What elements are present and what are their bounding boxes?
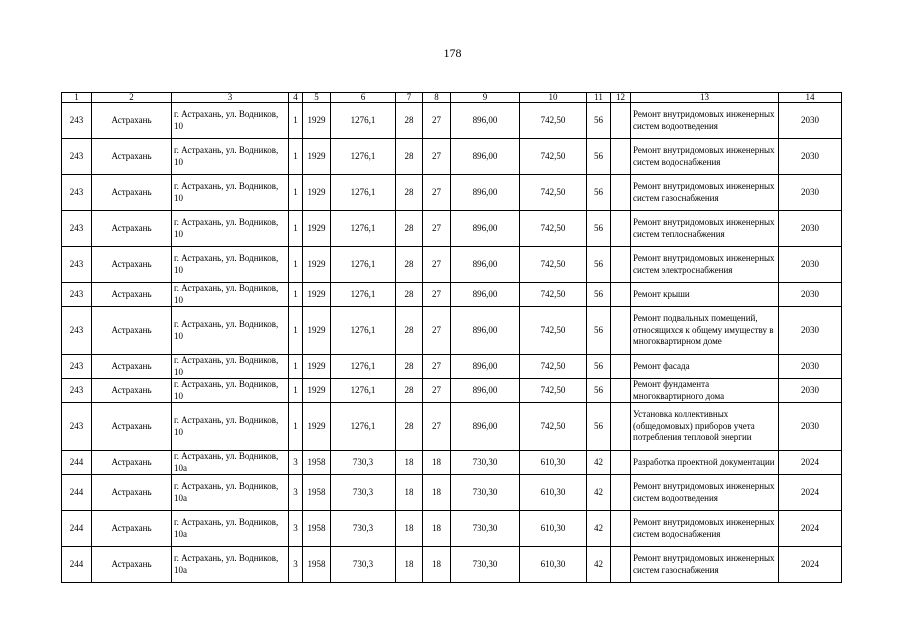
cell-col8: 27 — [423, 139, 451, 175]
cell-address: г. Астрахань, ул. Водников, 10 — [172, 307, 289, 355]
cell-col8: 18 — [423, 451, 451, 475]
cell-work-type: Ремонт внутридомовых инженерных систем газоснабжения — [631, 547, 779, 583]
cell-city: Астрахань — [92, 247, 172, 283]
column-header: 1 — [62, 93, 92, 103]
table-row — [62, 307, 842, 355]
cell-work-type: Ремонт внутридомовых инженерных систем водоснабжения — [631, 511, 779, 547]
cell-col12 — [611, 139, 631, 175]
cell-col8: 18 — [423, 511, 451, 547]
column-header: 6 — [331, 93, 396, 103]
cell-col11: 56 — [587, 403, 611, 451]
column-header: 9 — [451, 93, 520, 103]
cell-address: г. Астрахань, ул. Водников, 10 — [172, 175, 289, 211]
cell-col11: 56 — [587, 211, 611, 247]
cell-col10: 742,50 — [520, 211, 587, 247]
cell-area: 730,3 — [331, 547, 396, 583]
cell-city: Астрахань — [92, 403, 172, 451]
cell-col9: 896,00 — [451, 283, 520, 307]
cell-work-type: Ремонт внутридомовых инженерных систем газоснабжения — [631, 175, 779, 211]
register-table — [61, 92, 842, 583]
cell-area: 1276,1 — [331, 379, 396, 403]
cell-col10: 742,50 — [520, 379, 587, 403]
cell-col4: 1 — [289, 211, 303, 247]
cell-col7: 18 — [396, 547, 423, 583]
column-header: 14 — [779, 93, 842, 103]
cell-col11: 56 — [587, 103, 611, 139]
cell-col8: 18 — [423, 475, 451, 511]
cell-col12 — [611, 403, 631, 451]
column-header: 3 — [172, 93, 289, 103]
cell-col10: 742,50 — [520, 247, 587, 283]
cell-col12 — [611, 547, 631, 583]
cell-area: 1276,1 — [331, 403, 396, 451]
cell-city: Астрахань — [92, 283, 172, 307]
cell-address: г. Астрахань, ул. Водников, 10 — [172, 355, 289, 379]
cell-col4: 1 — [289, 379, 303, 403]
cell-col7: 28 — [396, 247, 423, 283]
cell-city: Астрахань — [92, 379, 172, 403]
cell-work-type: Установка коллективных (общедомовых) приборов учета потребления тепловой энергии — [631, 403, 779, 451]
cell-year: 1929 — [303, 307, 331, 355]
cell-city: Астрахань — [92, 355, 172, 379]
cell-col8: 27 — [423, 103, 451, 139]
cell-area: 1276,1 — [331, 103, 396, 139]
cell-year: 1929 — [303, 139, 331, 175]
cell-work-type: Ремонт крыши — [631, 283, 779, 307]
cell-col10: 610,30 — [520, 511, 587, 547]
cell-col12 — [611, 103, 631, 139]
cell-col11: 56 — [587, 247, 611, 283]
cell-col10: 610,30 — [520, 547, 587, 583]
table-row — [62, 379, 842, 403]
cell-col7: 28 — [396, 283, 423, 307]
table-row — [62, 403, 842, 451]
column-header: 12 — [611, 93, 631, 103]
cell-col7: 28 — [396, 175, 423, 211]
cell-col12 — [611, 211, 631, 247]
cell-number: 243 — [62, 139, 92, 175]
cell-work-type: Ремонт внутридомовых инженерных систем электроснабжения — [631, 247, 779, 283]
cell-address: г. Астрахань, ул. Водников, 10 — [172, 379, 289, 403]
cell-col11: 42 — [587, 451, 611, 475]
cell-col10: 742,50 — [520, 103, 587, 139]
cell-col4: 3 — [289, 451, 303, 475]
cell-address: г. Астрахань, ул. Водников, 10 — [172, 403, 289, 451]
table-row — [62, 103, 842, 139]
cell-year: 1958 — [303, 475, 331, 511]
cell-deadline: 2030 — [779, 211, 842, 247]
cell-col9: 730,30 — [451, 547, 520, 583]
cell-deadline: 2030 — [779, 175, 842, 211]
cell-col8: 18 — [423, 547, 451, 583]
cell-address: г. Астрахань, ул. Водников, 10 — [172, 211, 289, 247]
cell-col11: 56 — [587, 175, 611, 211]
cell-col12 — [611, 307, 631, 355]
cell-number: 243 — [62, 103, 92, 139]
table-row — [62, 547, 842, 583]
cell-col8: 27 — [423, 283, 451, 307]
cell-col4: 1 — [289, 403, 303, 451]
cell-col8: 27 — [423, 379, 451, 403]
cell-col11: 42 — [587, 511, 611, 547]
cell-city: Астрахань — [92, 475, 172, 511]
cell-area: 730,3 — [331, 511, 396, 547]
column-header: 13 — [631, 93, 779, 103]
cell-city: Астрахань — [92, 451, 172, 475]
cell-col11: 42 — [587, 475, 611, 511]
cell-col7: 18 — [396, 451, 423, 475]
cell-deadline: 2024 — [779, 451, 842, 475]
cell-col11: 56 — [587, 139, 611, 175]
cell-col4: 3 — [289, 547, 303, 583]
cell-col12 — [611, 283, 631, 307]
cell-area: 1276,1 — [331, 283, 396, 307]
table-row — [62, 139, 842, 175]
cell-deadline: 2030 — [779, 379, 842, 403]
cell-city: Астрахань — [92, 307, 172, 355]
cell-number: 243 — [62, 247, 92, 283]
cell-year: 1929 — [303, 283, 331, 307]
cell-work-type: Ремонт внутридомовых инженерных систем водоснабжения — [631, 139, 779, 175]
cell-col4: 1 — [289, 355, 303, 379]
cell-area: 1276,1 — [331, 139, 396, 175]
cell-col7: 28 — [396, 103, 423, 139]
cell-deadline: 2030 — [779, 355, 842, 379]
table-row — [62, 211, 842, 247]
cell-col10: 742,50 — [520, 283, 587, 307]
cell-number: 243 — [62, 379, 92, 403]
cell-col9: 896,00 — [451, 379, 520, 403]
cell-col9: 896,00 — [451, 211, 520, 247]
cell-address: г. Астрахань, ул. Водников, 10 — [172, 283, 289, 307]
cell-city: Астрахань — [92, 175, 172, 211]
cell-col8: 27 — [423, 403, 451, 451]
cell-address: г. Астрахань, ул. Водников, 10 — [172, 247, 289, 283]
cell-col7: 28 — [396, 379, 423, 403]
cell-number: 244 — [62, 547, 92, 583]
cell-col9: 896,00 — [451, 103, 520, 139]
cell-year: 1929 — [303, 211, 331, 247]
cell-area: 1276,1 — [331, 175, 396, 211]
cell-col12 — [611, 247, 631, 283]
cell-number: 243 — [62, 175, 92, 211]
cell-col9: 896,00 — [451, 175, 520, 211]
cell-col7: 28 — [396, 403, 423, 451]
table-body — [62, 93, 842, 583]
cell-work-type: Ремонт подвальных помещений, относящихся к общему имуществу в многоквартирном доме — [631, 307, 779, 355]
cell-number: 243 — [62, 355, 92, 379]
column-header: 8 — [423, 93, 451, 103]
cell-number: 244 — [62, 511, 92, 547]
cell-work-type: Ремонт внутридомовых инженерных систем теплоснабжения — [631, 211, 779, 247]
cell-area: 1276,1 — [331, 247, 396, 283]
cell-col4: 1 — [289, 175, 303, 211]
cell-col10: 742,50 — [520, 139, 587, 175]
cell-col4: 1 — [289, 139, 303, 175]
cell-number: 243 — [62, 307, 92, 355]
cell-col7: 28 — [396, 211, 423, 247]
cell-area: 730,3 — [331, 475, 396, 511]
cell-address: г. Астрахань, ул. Водников, 10а — [172, 511, 289, 547]
cell-city: Астрахань — [92, 211, 172, 247]
cell-col12 — [611, 511, 631, 547]
cell-col7: 28 — [396, 139, 423, 175]
cell-work-type: Ремонт фундамента многоквартирного дома — [631, 379, 779, 403]
cell-col8: 27 — [423, 247, 451, 283]
cell-year: 1929 — [303, 355, 331, 379]
cell-col4: 3 — [289, 475, 303, 511]
cell-col8: 27 — [423, 211, 451, 247]
cell-number: 243 — [62, 283, 92, 307]
cell-deadline: 2030 — [779, 247, 842, 283]
cell-year: 1929 — [303, 247, 331, 283]
cell-col4: 1 — [289, 283, 303, 307]
cell-col4: 1 — [289, 307, 303, 355]
cell-area: 1276,1 — [331, 355, 396, 379]
cell-area: 1276,1 — [331, 307, 396, 355]
cell-col10: 742,50 — [520, 355, 587, 379]
cell-col9: 896,00 — [451, 139, 520, 175]
column-header: 7 — [396, 93, 423, 103]
cell-col11: 56 — [587, 283, 611, 307]
cell-work-type: Разработка проектной документации — [631, 451, 779, 475]
cell-area: 1276,1 — [331, 211, 396, 247]
cell-col4: 1 — [289, 103, 303, 139]
cell-address: г. Астрахань, ул. Водников, 10а — [172, 475, 289, 511]
cell-col12 — [611, 355, 631, 379]
cell-work-type: Ремонт внутридомовых инженерных систем водоотведения — [631, 475, 779, 511]
table-row — [62, 475, 842, 511]
cell-col8: 27 — [423, 175, 451, 211]
cell-number: 243 — [62, 211, 92, 247]
cell-year: 1929 — [303, 175, 331, 211]
cell-deadline: 2030 — [779, 307, 842, 355]
cell-number: 244 — [62, 451, 92, 475]
cell-col7: 18 — [396, 475, 423, 511]
column-header: 11 — [587, 93, 611, 103]
cell-address: г. Астрахань, ул. Водников, 10а — [172, 547, 289, 583]
cell-col11: 42 — [587, 547, 611, 583]
cell-col9: 730,30 — [451, 451, 520, 475]
cell-col12 — [611, 379, 631, 403]
cell-col12 — [611, 175, 631, 211]
cell-year: 1958 — [303, 547, 331, 583]
cell-work-type: Ремонт внутридомовых инженерных систем водоотведения — [631, 103, 779, 139]
cell-col4: 3 — [289, 511, 303, 547]
cell-col7: 18 — [396, 511, 423, 547]
cell-city: Астрахань — [92, 103, 172, 139]
cell-col10: 610,30 — [520, 475, 587, 511]
cell-city: Астрахань — [92, 139, 172, 175]
cell-col9: 730,30 — [451, 475, 520, 511]
cell-address: г. Астрахань, ул. Водников, 10 — [172, 103, 289, 139]
cell-col12 — [611, 451, 631, 475]
cell-col8: 27 — [423, 355, 451, 379]
cell-col8: 27 — [423, 307, 451, 355]
column-header: 2 — [92, 93, 172, 103]
header-row — [62, 93, 842, 103]
cell-col10: 742,50 — [520, 403, 587, 451]
cell-area: 730,3 — [331, 451, 396, 475]
column-header: 10 — [520, 93, 587, 103]
cell-number: 244 — [62, 475, 92, 511]
column-header: 5 — [303, 93, 331, 103]
cell-number: 243 — [62, 403, 92, 451]
cell-year: 1929 — [303, 403, 331, 451]
table-row — [62, 283, 842, 307]
cell-col11: 56 — [587, 307, 611, 355]
cell-year: 1929 — [303, 103, 331, 139]
column-header: 4 — [289, 93, 303, 103]
cell-col9: 896,00 — [451, 247, 520, 283]
cell-year: 1958 — [303, 451, 331, 475]
cell-col7: 28 — [396, 355, 423, 379]
cell-col10: 742,50 — [520, 307, 587, 355]
table-row — [62, 175, 842, 211]
cell-col7: 28 — [396, 307, 423, 355]
cell-address: г. Астрахань, ул. Водников, 10 — [172, 139, 289, 175]
table-row — [62, 511, 842, 547]
cell-work-type: Ремонт фасада — [631, 355, 779, 379]
page-number: 178 — [443, 46, 462, 60]
table-row — [62, 247, 842, 283]
cell-deadline: 2024 — [779, 511, 842, 547]
cell-deadline: 2030 — [779, 283, 842, 307]
cell-deadline: 2030 — [779, 139, 842, 175]
cell-col9: 896,00 — [451, 403, 520, 451]
table-row — [62, 355, 842, 379]
cell-col9: 730,30 — [451, 511, 520, 547]
cell-col11: 56 — [587, 379, 611, 403]
cell-year: 1958 — [303, 511, 331, 547]
cell-city: Астрахань — [92, 547, 172, 583]
table-row — [62, 451, 842, 475]
cell-deadline: 2024 — [779, 475, 842, 511]
cell-col10: 610,30 — [520, 451, 587, 475]
cell-col12 — [611, 475, 631, 511]
cell-col11: 56 — [587, 355, 611, 379]
cell-col9: 896,00 — [451, 307, 520, 355]
cell-deadline: 2030 — [779, 103, 842, 139]
cell-year: 1929 — [303, 379, 331, 403]
cell-deadline: 2030 — [779, 403, 842, 451]
cell-city: Астрахань — [92, 511, 172, 547]
cell-address: г. Астрахань, ул. Водников, 10а — [172, 451, 289, 475]
cell-col4: 1 — [289, 247, 303, 283]
cell-col10: 742,50 — [520, 175, 587, 211]
cell-col9: 896,00 — [451, 355, 520, 379]
cell-deadline: 2024 — [779, 547, 842, 583]
